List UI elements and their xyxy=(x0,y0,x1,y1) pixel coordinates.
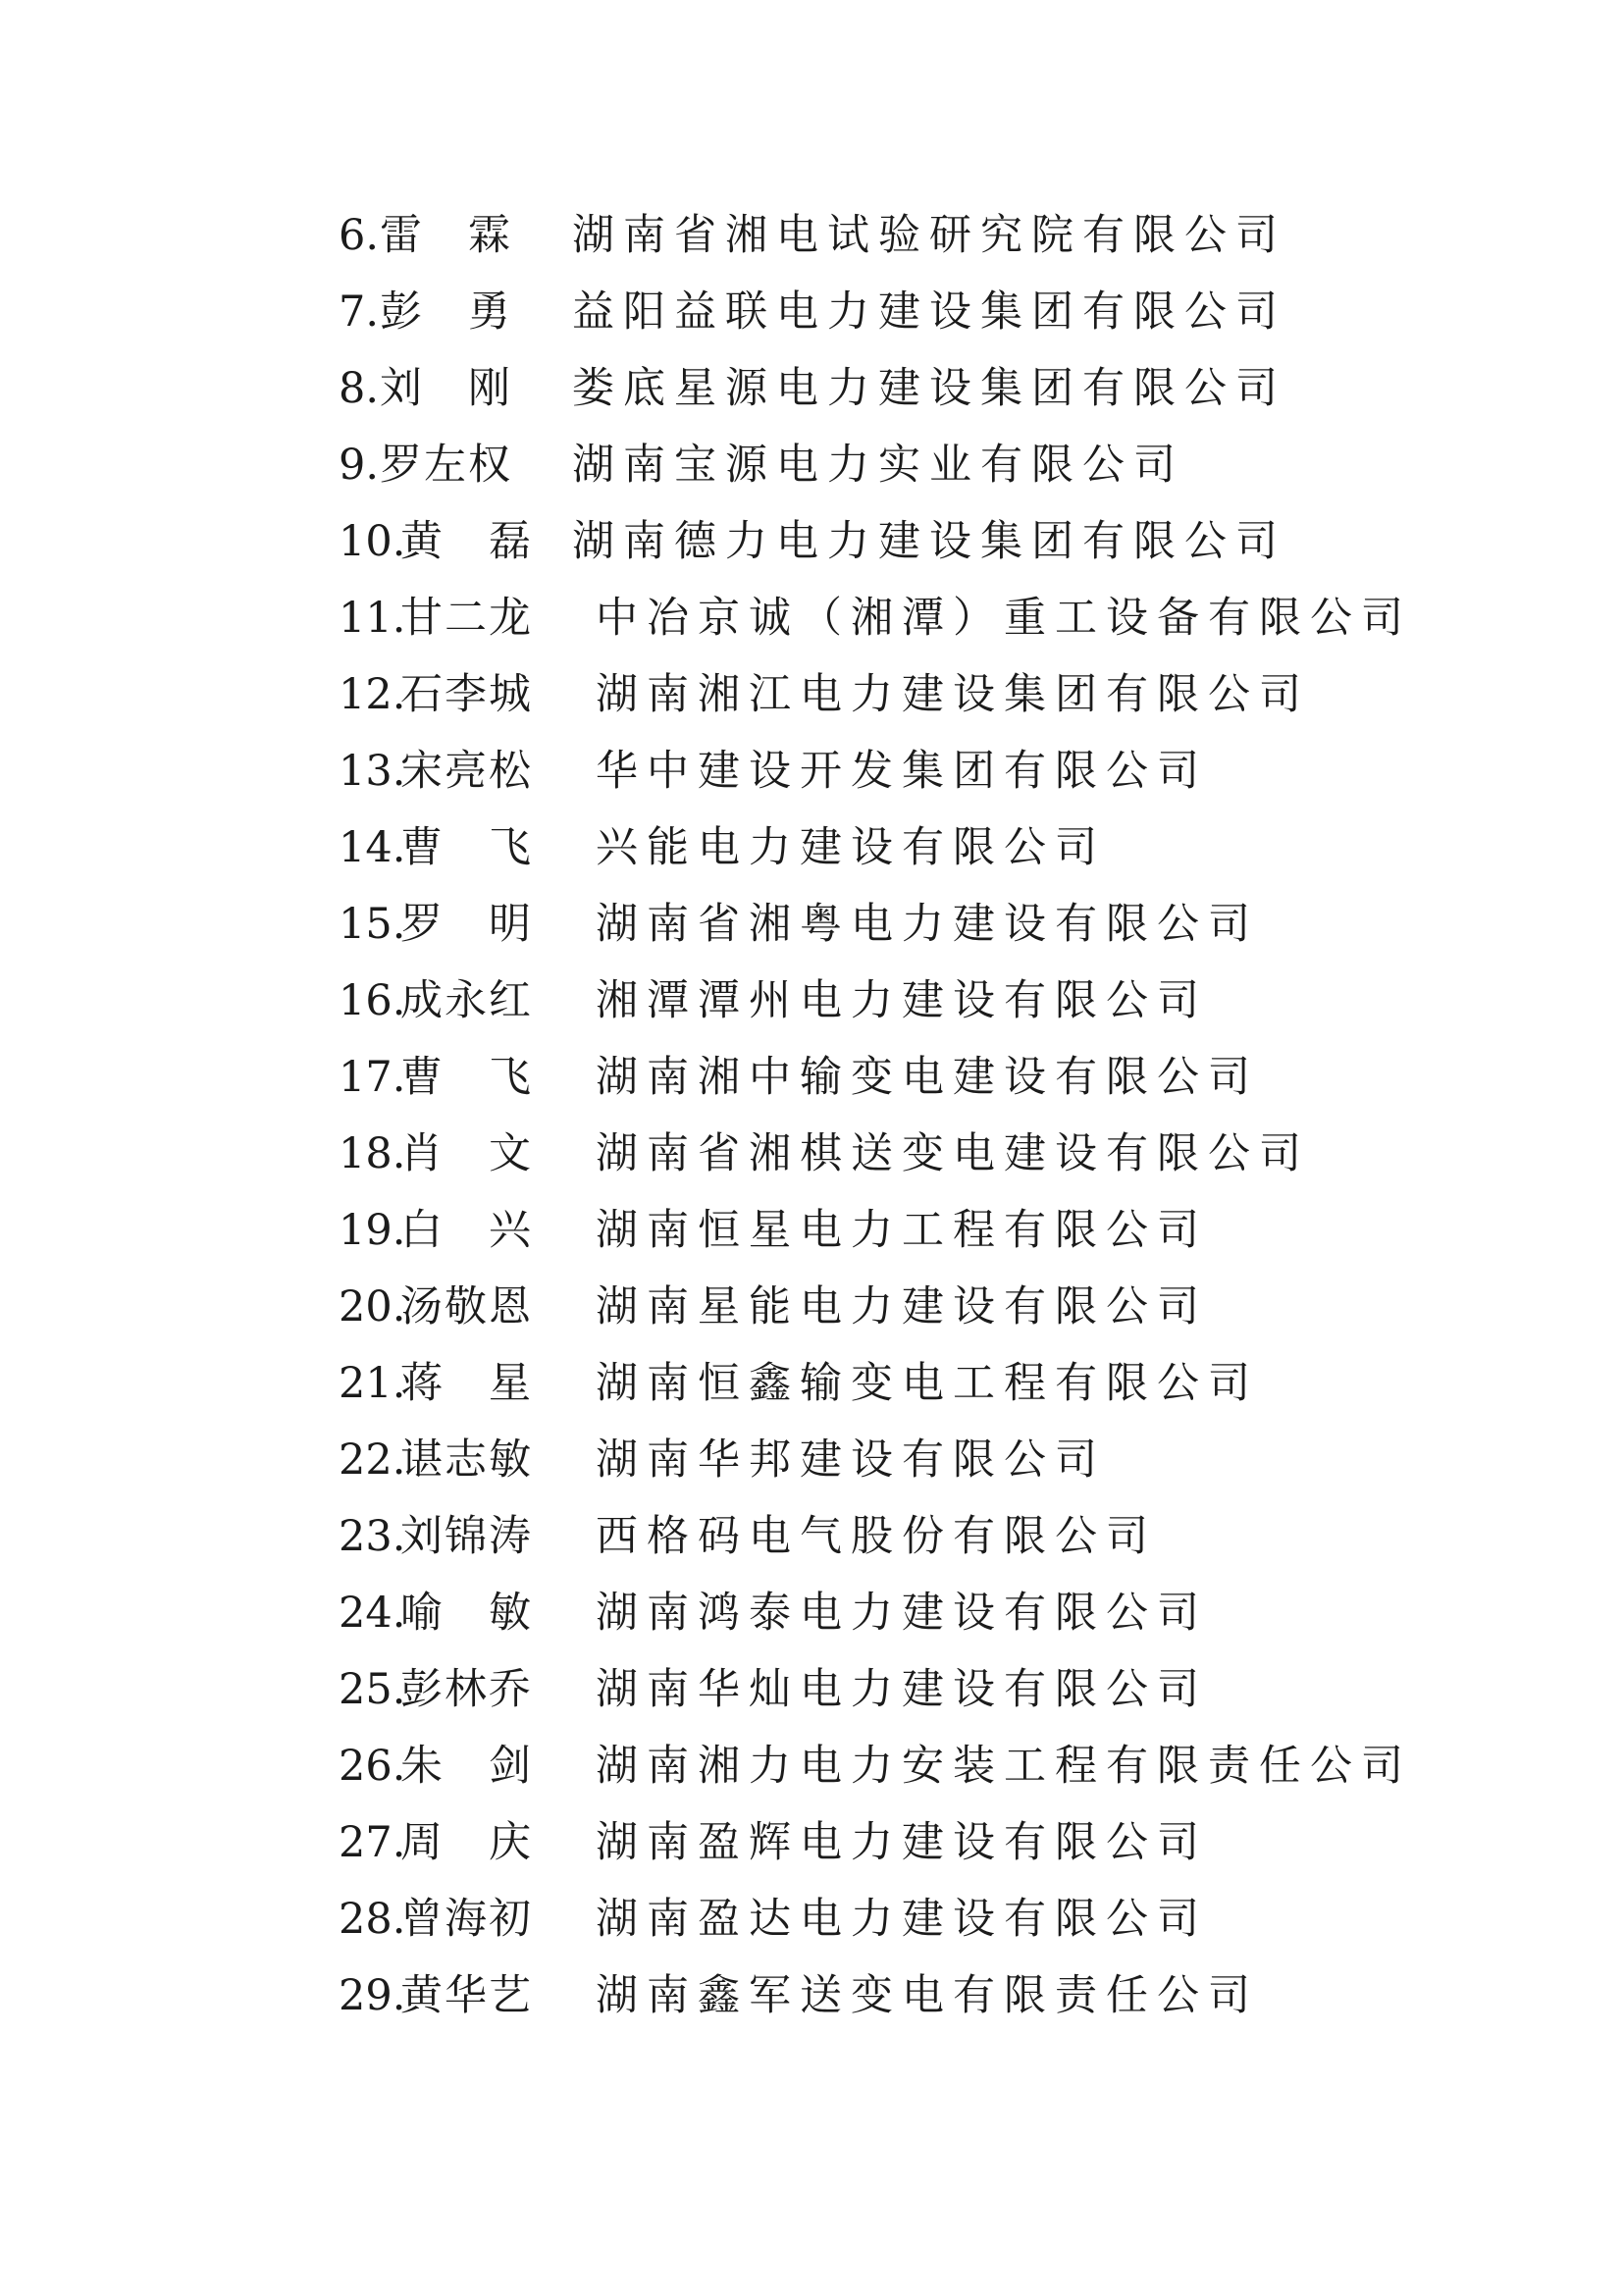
list-item xyxy=(339,739,1320,815)
person-name: 雷 霖 xyxy=(380,211,512,260)
list-item xyxy=(339,586,1412,662)
item-number: 24. xyxy=(339,1589,406,1638)
list-item xyxy=(339,892,1320,968)
organization-name: 湖南恒鑫输变电工程有限公司 xyxy=(596,1359,1259,1408)
person-name: 白 兴 xyxy=(400,1206,533,1255)
list-item xyxy=(339,968,1320,1045)
person-name: 彭林乔 xyxy=(400,1665,533,1714)
person-name: 曹 飞 xyxy=(400,1053,533,1102)
item-number: 28. xyxy=(339,1895,406,1944)
item-number: 29. xyxy=(339,1971,406,2020)
person-name: 肖 文 xyxy=(400,1129,533,1178)
person-name: 曹 飞 xyxy=(400,823,533,872)
organization-name: 湖南湘中输变电建设有限公司 xyxy=(596,1053,1259,1102)
person-name: 宋亮松 xyxy=(400,747,533,796)
organization-name: 湖南省湘棋送变电建设有限公司 xyxy=(596,1129,1310,1178)
list-item xyxy=(339,509,1320,586)
person-name: 成永红 xyxy=(400,976,533,1025)
item-number: 22. xyxy=(339,1435,406,1485)
item-number: 14. xyxy=(339,823,406,872)
organization-name: 中冶京诚（湘潭）重工设备有限公司 xyxy=(596,594,1412,643)
organization-name: 湖南省湘粤电力建设有限公司 xyxy=(596,900,1259,949)
list-item xyxy=(339,280,1320,356)
list-item xyxy=(339,1734,1412,1810)
item-number: 8. xyxy=(339,364,380,413)
list-item xyxy=(339,356,1320,433)
list-item xyxy=(339,1198,1320,1275)
organization-name: 西格码电气股份有限公司 xyxy=(596,1512,1157,1561)
organization-name: 兴能电力建设有限公司 xyxy=(596,823,1106,872)
person-name: 黄华艺 xyxy=(400,1971,533,2020)
item-number: 25. xyxy=(339,1665,406,1714)
organization-name: 湖南省湘电试验研究院有限公司 xyxy=(572,211,1286,260)
organization-name: 湖南华邦建设有限公司 xyxy=(596,1435,1106,1485)
list-item xyxy=(339,203,1320,280)
item-number: 11. xyxy=(339,594,406,643)
list-item xyxy=(339,1887,1320,1963)
organization-name: 华中建设开发集团有限公司 xyxy=(596,747,1208,796)
organization-name: 湖南星能电力建设有限公司 xyxy=(596,1282,1208,1331)
person-name: 曾海初 xyxy=(400,1895,533,1944)
organization-name: 湖南盈辉电力建设有限公司 xyxy=(596,1818,1208,1867)
list-item xyxy=(339,815,1320,892)
item-number: 27. xyxy=(339,1818,406,1867)
organization-name: 湖南华灿电力建设有限公司 xyxy=(596,1665,1208,1714)
item-number: 13. xyxy=(339,747,406,796)
item-number: 6. xyxy=(339,211,380,260)
list-item xyxy=(339,1657,1320,1734)
list-item xyxy=(339,662,1320,739)
item-number: 9. xyxy=(339,441,380,490)
person-name: 黄 磊 xyxy=(400,517,533,566)
item-number: 18. xyxy=(339,1129,406,1178)
person-name: 刘锦涛 xyxy=(400,1512,533,1561)
organization-name: 湘潭潭州电力建设有限公司 xyxy=(596,976,1208,1025)
person-name: 喻 敏 xyxy=(400,1589,533,1638)
item-number: 7. xyxy=(339,287,380,337)
list-item xyxy=(339,1045,1320,1122)
item-number: 10. xyxy=(339,517,406,566)
item-number: 17. xyxy=(339,1053,406,1102)
item-number: 16. xyxy=(339,976,406,1025)
item-number: 19. xyxy=(339,1206,406,1255)
list-item xyxy=(339,1581,1320,1657)
organization-name: 湖南湘力电力安装工程有限责任公司 xyxy=(596,1742,1412,1791)
item-number: 20. xyxy=(339,1282,406,1331)
person-name: 汤敬恩 xyxy=(400,1282,533,1331)
list-item xyxy=(339,1275,1320,1351)
personnel-list xyxy=(339,203,1412,2040)
list-item xyxy=(339,433,1320,509)
organization-name: 湖南湘江电力建设集团有限公司 xyxy=(596,670,1310,719)
person-name: 甘二龙 xyxy=(400,594,533,643)
item-number: 21. xyxy=(339,1359,406,1408)
person-name: 刘 刚 xyxy=(380,364,512,413)
person-name: 彭 勇 xyxy=(380,287,512,337)
item-number: 12. xyxy=(339,670,406,719)
item-number: 23. xyxy=(339,1512,406,1561)
organization-name: 益阳益联电力建设集团有限公司 xyxy=(572,287,1286,337)
organization-name: 湖南恒星电力工程有限公司 xyxy=(596,1206,1208,1255)
list-item xyxy=(339,1122,1320,1198)
person-name: 罗左权 xyxy=(380,441,512,490)
organization-name: 湖南宝源电力实业有限公司 xyxy=(572,441,1184,490)
list-item xyxy=(339,1428,1320,1504)
person-name: 石李城 xyxy=(400,670,533,719)
list-item xyxy=(339,1351,1320,1428)
organization-name: 湖南德力电力建设集团有限公司 xyxy=(572,517,1286,566)
person-name: 朱 剑 xyxy=(400,1742,533,1791)
list-item xyxy=(339,1810,1320,1887)
organization-name: 湖南鑫军送变电有限责任公司 xyxy=(596,1971,1259,2020)
item-number: 15. xyxy=(339,900,406,949)
organization-name: 湖南鸿泰电力建设有限公司 xyxy=(596,1589,1208,1638)
person-name: 谌志敏 xyxy=(400,1435,533,1485)
list-item xyxy=(339,1504,1320,1581)
person-name: 周 庆 xyxy=(400,1818,533,1867)
person-name: 蒋 星 xyxy=(400,1359,533,1408)
person-name: 罗 明 xyxy=(400,900,533,949)
item-number: 26. xyxy=(339,1742,406,1791)
organization-name: 湖南盈达电力建设有限公司 xyxy=(596,1895,1208,1944)
organization-name: 娄底星源电力建设集团有限公司 xyxy=(572,364,1286,413)
list-item xyxy=(339,1963,1320,2040)
